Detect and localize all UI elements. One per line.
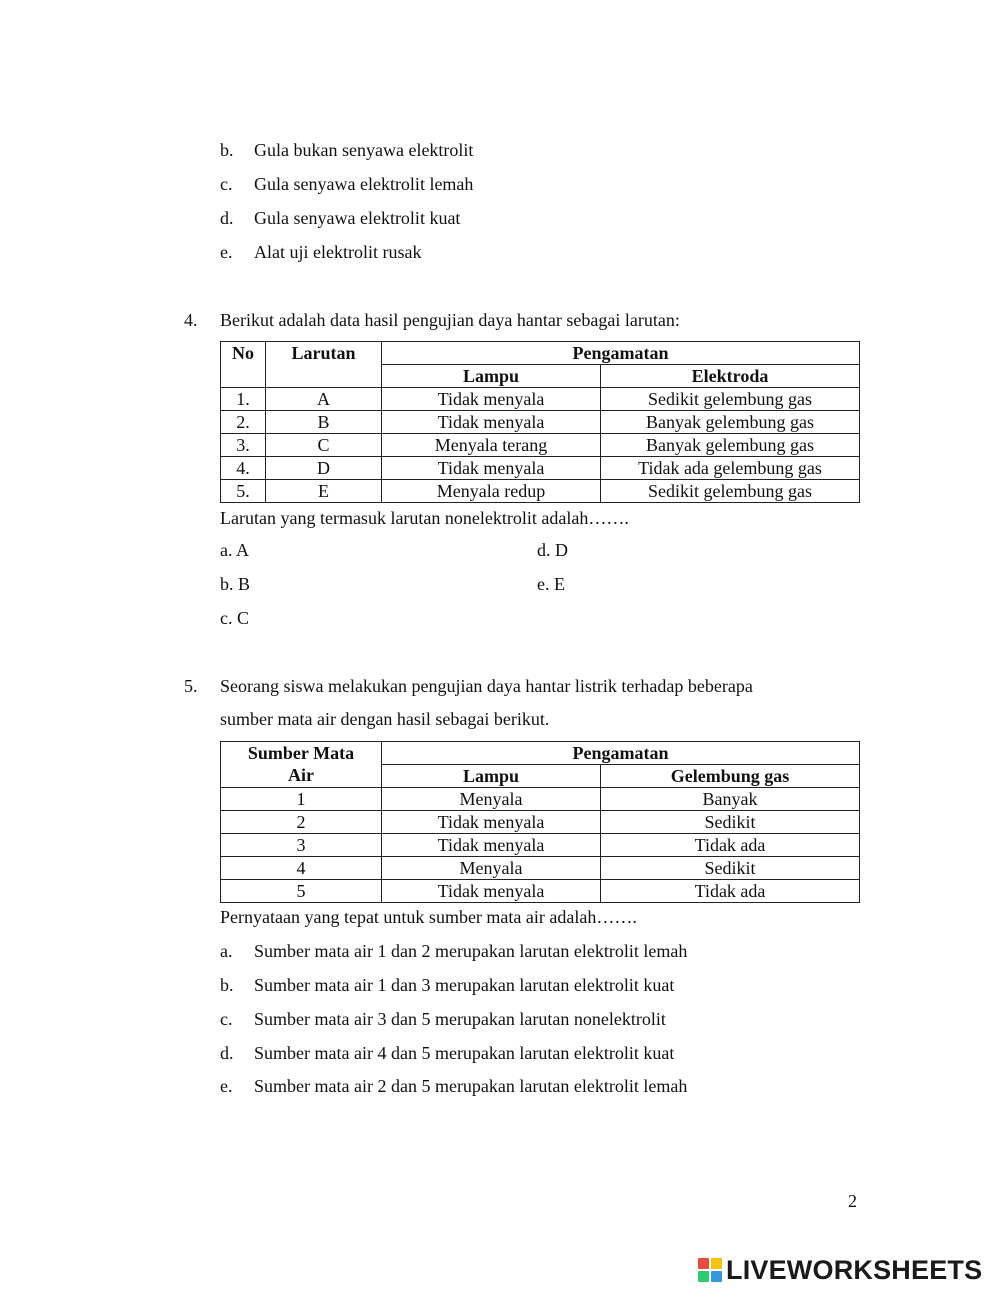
page-number: 2 [848,1191,857,1211]
q5-prompt-line2: sumber mata air dengan hasil sebagai berikut. [220,709,550,729]
table-row: 3. C Menyala terang Banyak gelembung gas [221,434,860,457]
q5-header-sumber: Sumber Mata Air [221,742,382,788]
q4-option-d: d. D [537,540,568,560]
table-row: 2 Tidak menyala Sedikit [221,811,860,834]
table-row: 1 Menyala Banyak [221,788,860,811]
q4-option-c: c. C [220,608,249,628]
q4-number: 4. [184,310,198,330]
q5-prompt-line1: Seorang siswa melakukan pengujian daya hantar listrik terhadap beberapa [220,676,753,696]
q4-header-no: No [221,342,266,388]
q5-question: Pernyataan yang tepat untuk sumber mata air adalah……. [220,907,637,927]
table-row: 5 Tidak menyala Tidak ada [221,880,860,903]
q4-option-a: a. A [220,540,249,560]
q4-header-larutan: Larutan [266,342,382,388]
q4-option-e: e. E [537,574,565,594]
brand-text: LIVEWORKSHEETS [726,1254,983,1285]
table-row: 2. B Tidak menyala Banyak gelembung gas [221,411,860,434]
table-row: 5. E Menyala redup Sedikit gelembung gas [221,480,860,503]
q5-header-gelembung: Gelembung gas [601,765,860,788]
q5-header-lampu: Lampu [382,765,601,788]
table-row: 3 Tidak menyala Tidak ada [221,834,860,857]
q4-header-lampu: Lampu [382,365,601,388]
q4-header-pengamatan: Pengamatan [382,342,860,365]
liveworksheets-logo[interactable] [698,1255,982,1285]
table-row: 4 Menyala Sedikit [221,857,860,880]
q4-prompt: Berikut adalah data hasil pengujian daya hantar sebagai larutan: [220,310,680,330]
q4-question: Larutan yang termasuk larutan nonelektrolit adalah……. [220,508,629,528]
logo-blocks-icon [698,1258,722,1282]
q5-number: 5. [184,676,198,696]
q4-header-elektroda: Elektroda [601,365,860,388]
q5-header-pengamatan: Pengamatan [382,742,860,765]
q5-table [220,741,860,903]
table-row: 1. A Tidak menyala Sedikit gelembung gas [221,388,860,411]
table-row: 4. D Tidak menyala Tidak ada gelembung gas [221,457,860,480]
q4-table [220,341,860,503]
q4-option-b: b. B [220,574,251,594]
